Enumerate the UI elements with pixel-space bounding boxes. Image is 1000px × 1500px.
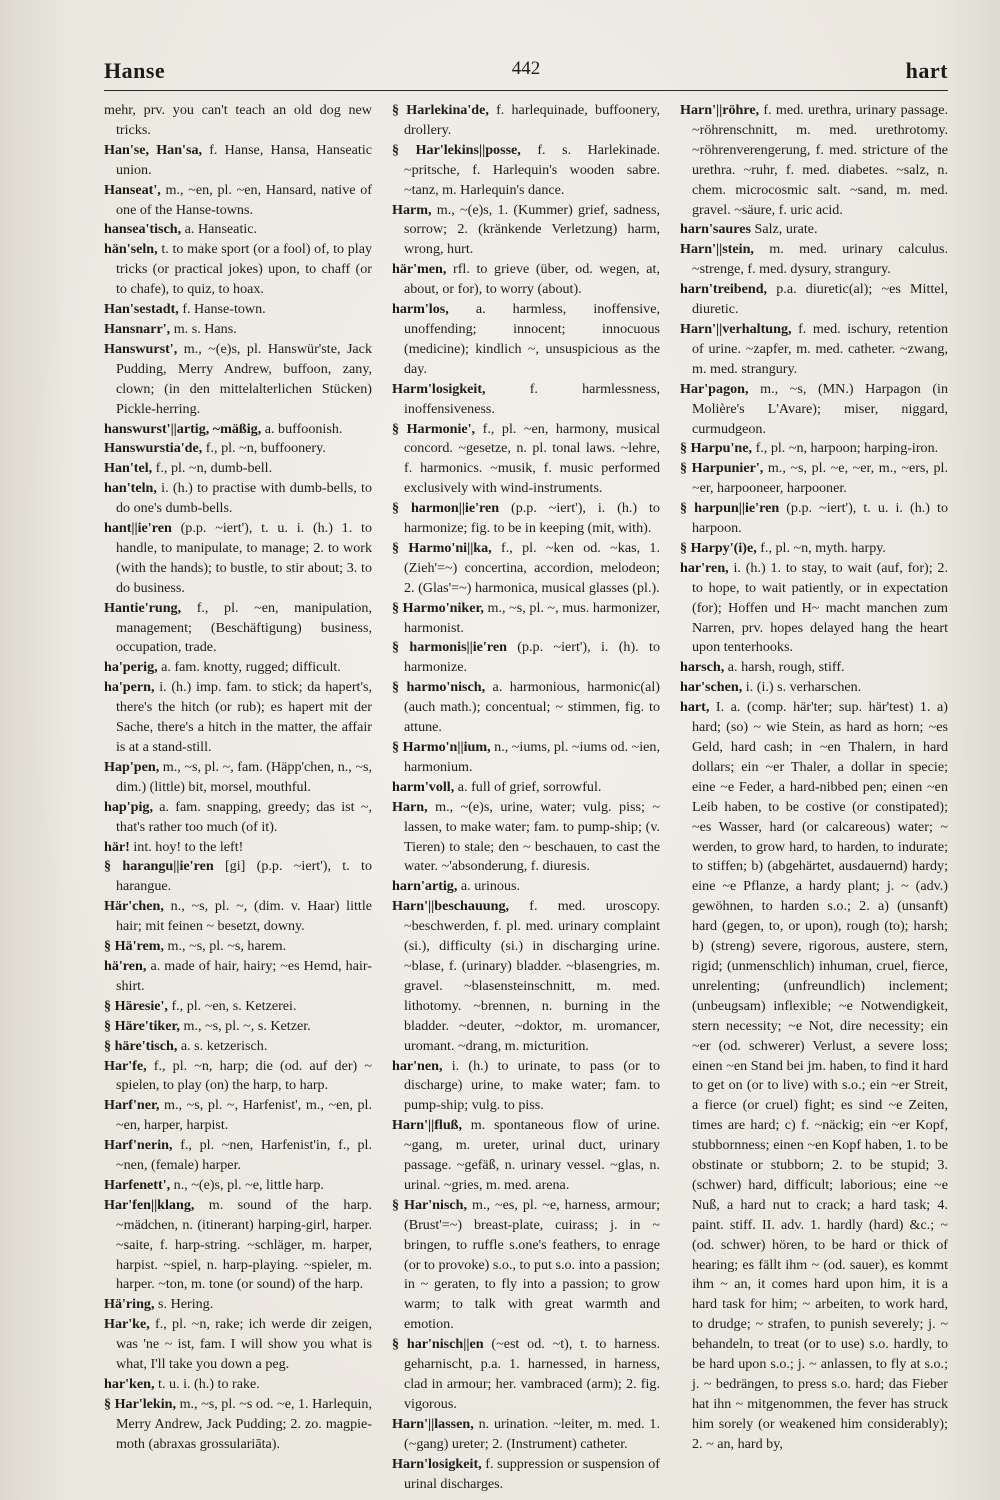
entry-definition: f., pl. ~ken od. ~kas, 1. (Zieh'=~) concertina, accordion, melodeon; 2. (Glas'=~) harmonica, musical glasses (pl.). — [404, 539, 660, 596]
dictionary-entry — [104, 678, 372, 758]
entry-definition: f. harmlessness, inoffensiveness. — [404, 380, 660, 417]
dictionary-entry — [392, 1415, 660, 1455]
entry-headword: Har'ke, — [104, 1316, 150, 1333]
entry-definition: m., ~(e)s, 1. (Kummer) grief, sadness, sorrow; 2. (kränkende Verletzung) harm, wrong, hurt. — [404, 201, 660, 258]
dictionary-entry — [104, 519, 372, 599]
dictionary-entry — [392, 499, 660, 539]
dictionary-entry — [392, 1455, 660, 1495]
entry-headword: Harn'||stein, — [680, 241, 754, 258]
right-headword: hart — [905, 58, 948, 83]
entry-headword: ha'perig, — [104, 659, 158, 676]
entry-headword: Hansnarr', — [104, 320, 171, 337]
dictionary-entry — [680, 380, 948, 440]
entry-definition: i. (h.) to practise with dumb-bells, to do one's dumb-bells. — [116, 480, 372, 517]
entry-headword: Harn'losigkeit, — [392, 1455, 482, 1472]
entry-definition: int. hoy! to the left! — [129, 838, 244, 855]
dictionary-entry — [392, 1057, 660, 1117]
entry-definition: i. (i.) s. verharschen. — [742, 679, 862, 696]
entry-definition: a. s. ketzerisch. — [177, 1037, 268, 1054]
entry-definition: i. (h.) to urinate, to pass (or to discharge) urine, to make water; fam. to pump-ship; vulg. to piss. — [404, 1057, 660, 1114]
entry-headword: har'ren, — [680, 559, 729, 576]
entry-definition: m., ~s, pl. ~, mus. harmonizer, harmonist. — [404, 599, 660, 636]
dictionary-entry — [392, 778, 660, 798]
entry-headword: Hä'ring, — [104, 1296, 155, 1313]
entry-headword: hansea'tisch, — [104, 221, 182, 238]
entry-headword: harn'saures — [680, 221, 752, 238]
entry-headword: Harn'||beschauung, — [392, 898, 510, 915]
entry-definition: f., pl. ~en, s. Ketzerei. — [167, 997, 297, 1014]
dictionary-entry — [392, 877, 660, 897]
entry-headword: Hanseat', — [104, 181, 161, 198]
entry-definition: a. fam. snapping, greedy; das ist ~, that's rather too much (of it). — [116, 798, 372, 835]
dictionary-entry — [392, 1196, 660, 1335]
entry-definition: mehr, prv. you can't teach an old dog new tricks. — [104, 102, 372, 138]
dictionary-entry — [392, 638, 660, 678]
entry-definition: f. med. urethra, urinary passage. ~röhrenschnitt, m. med. urethrotomy. ~röhrenverengerung, f. med. stricture of the urethra. ~ruhr, f. med. diabetes. ~salz, n. chem. microcosmic salt. ~sand, m. med. gravel. ~säure, f. uric acid. — [692, 102, 948, 218]
entry-definition: m., ~s, pl. ~s, harem. — [164, 938, 287, 955]
entry-definition: m., ~s, (MN.) Harpagon (in Molière's L'Avare); miser, niggard, curmudgeon. — [692, 380, 948, 437]
entry-definition: n., ~(e)s, pl. ~e, little harp. — [170, 1176, 324, 1193]
entry-headword: § häre'tisch, — [104, 1037, 178, 1054]
entry-definition: (p.p. ~iert'), i. (h). to harmonize. — [404, 639, 660, 676]
dictionary-entry — [104, 240, 372, 300]
entry-headword: § har'nisch||en — [392, 1336, 484, 1353]
entry-headword: här! — [104, 838, 130, 855]
entry-headword: har'schen, — [680, 679, 743, 696]
entry-headword: Harfenett', — [104, 1176, 171, 1193]
dictionary-entry — [680, 559, 948, 659]
dictionary-entry — [104, 1375, 372, 1395]
entry-definition: m., ~s, pl. ~, s. Ketzer. — [179, 1017, 311, 1034]
dictionary-entry — [104, 340, 372, 420]
entry-definition: m., ~(e)s, urine, water; vulg. piss; ~ lassen, to make water; fam. to pump-ship; (v. Tieren) to stale; den ~ beschauen, to cast the water. ~'absonderung, f. diuresis. — [404, 798, 660, 875]
entry-definition: (p.p. ~iert'), t. u. i. (h.) 1. to handle, to manipulate, to manage; 2. to work (with the hands); to bustle, to stir about; 3. to do business. — [116, 520, 372, 596]
entry-definition: f. harlequinade, buffoonery, drollery. — [404, 102, 660, 138]
dictionary-entry — [104, 897, 372, 937]
entry-definition: m., ~s, pl. ~e, ~er, m., ~ers, pl. ~er, harpooneer, harpooner. — [692, 460, 948, 497]
dictionary-entry — [392, 141, 660, 201]
entry-definition: m., ~s, pl. ~, Harfenist', m., ~en, pl. ~en, harper, harpist. — [116, 1097, 372, 1134]
entry-definition: n., ~s, pl. ~, (dim. v. Haar) little hair; mit feinen ~ besetzt, downy. — [116, 898, 372, 935]
entry-definition: m., ~s, pl. ~s od. ~e, 1. Harlequin, Merry Andrew, Jack Pudding; 2. zo. magpie-moth (abraxas grossulariāta). — [116, 1395, 372, 1452]
dictionary-entry — [680, 280, 948, 320]
entry-headword: har'ken, — [104, 1376, 155, 1392]
dictionary-entry — [104, 1395, 372, 1455]
entry-headword: Har'pagon, — [680, 380, 749, 397]
dictionary-entry — [104, 1295, 372, 1315]
entry-definition: a. made of hair, hairy; ~es Hemd, hair-shirt. — [116, 957, 372, 994]
entry-definition: f., pl. ~n, dumb-bell. — [152, 460, 273, 477]
entry-headword: § Harmonie', — [392, 420, 476, 437]
entry-headword: § harangu||ie'ren — [104, 858, 214, 875]
entry-definition: Salz, urate. — [751, 221, 818, 238]
entry-definition: m., ~en, pl. ~en, Hansard, native of one of the Hanse-towns. — [116, 181, 372, 218]
entry-headword: § Har'lekin, — [104, 1395, 177, 1412]
entry-headword: Han'sestadt, — [104, 301, 179, 318]
dictionary-entry — [104, 181, 372, 221]
entry-headword: § harpun||ie'ren — [680, 500, 780, 517]
entry-headword: hart, — [680, 699, 710, 716]
dictionary-entry — [104, 1017, 372, 1037]
entry-definition: f., pl. ~en, harmony, musical concord. ~gesetze, n. pl. tonal laws. ~lehre, f. harmonics. ~musik, f. music performed exclusively with wind-instruments. — [404, 420, 660, 497]
entry-definition: I. a. (comp. här'ter; sup. här'test) 1. a) hard; (so) ~ wie Stein, as hard as horn; ~es Geld, hard cash; in ~en Thalern, in hard dollars; ein ~er Thaler, a dollar in specie; eine ~e Feder, a hard-nibbed pen; einen ~en Leib haben, to be costive (or constipated); ~es Wasser, hard (or calcareous) water; ~ werden, to grow hard, to harden, to indurate; to stiffen; b) (abgehärtet, ausdauernd) hardy; eine ~e Pflanze, a hardy plant; j. ~ (adv.) gewöhnen, to harden s.o.; 2. a) (unsanft) hard (gegen, to, or upon), rough (to); harsh; b) (streng) severe, rigorous, austere, stern, rigid; (unmenschlich) inhuman, cruel, fierce, unrelenting; (unfreundlich) inclement; (unbeugsam) inflexible; ~e Notwendigkeit, stern necessity; ~e Not, dire necessity; ein ~er (od. schwerer) Verlust, a severe loss; einen ~en Stand bei jm. haben, to find it hard to get on (or to live) with s.o.; ein ~er Streit, a fierce (or cruel) fight; es sind ~e Zeiten, times are hard; c) f. ~näckig; ein ~er Kopf, stubbornness; einen ~en Kopf haben, 1. to be obstinate or stubborn; 2. to be stupid; 3. (schwer) hard, difficult; laborious; eine ~e Nuß, a hard nut to crack; a hard task; 4. paint. stiff. II. adv. 1. hardly (hard) &c.; ~ (od. schwer) hören, to be hard or thick of hearing; es fällt ihm ~ (od. sauer), es kommt ihm ~ an, it comes hard upon him, it is a hard task for him; ~ arbeiten, to work hard, to drudge; ~ strafen, to punish severely; j. ~ behandeln, to treat (or to use) s.o. hardly, to be hard upon s.o.; j. ~ anlassen, to fly at s.o.; j. ~ bedrängen, to press s.o. hard; das Fieber hat ihn ~ mitgenommen, the fever has struck him sorely (or weakened him considerably); 2. ~ an, hard by, — [692, 699, 948, 1452]
page-number: 442 — [511, 58, 541, 79]
entry-headword: § Harmo'niker, — [392, 599, 484, 616]
entry-headword: Harf'nerin, — [104, 1137, 173, 1154]
column-2 — [392, 101, 660, 1494]
column-3 — [680, 101, 948, 1494]
entry-headword: han'teln, — [104, 480, 157, 497]
entry-headword: § harmo'nisch, — [392, 679, 486, 696]
dictionary-entry — [104, 658, 372, 678]
dictionary-entry — [104, 459, 372, 479]
left-headword: Hanse — [104, 58, 166, 83]
entry-definition: f., pl. ~nen, Harfenist'in, f., pl. ~nen, (female) harper. — [116, 1137, 372, 1174]
dictionary-entry — [680, 539, 948, 559]
entry-headword: ha'pern, — [104, 679, 155, 696]
entry-definition: m. s. Hans. — [170, 320, 237, 337]
entry-headword: Harn'||lassen, — [392, 1415, 474, 1432]
dictionary-entry — [392, 201, 660, 261]
dictionary-entry — [104, 141, 372, 181]
dictionary-entry — [392, 738, 660, 778]
entry-headword: § Harmo'n||ium, — [392, 739, 491, 755]
entry-headword: hä'ren, — [104, 957, 147, 974]
dictionary-entry — [104, 599, 372, 659]
entry-definition: n., ~iums, pl. ~iums od. ~ien, harmonium. — [404, 739, 660, 775]
dictionary-entry — [104, 937, 372, 957]
dictionary-entry — [392, 380, 660, 420]
entry-headword: Harn'||röhre, — [680, 102, 760, 118]
entry-headword: harn'treibend, — [680, 281, 768, 298]
entry-headword: harsch, — [680, 659, 725, 676]
dictionary-entry — [680, 320, 948, 380]
entry-definition: a. harmless, inoffensive, unoffending; innocent; innocuous (medicine); kindlich ~, unsuspicious as the day. — [404, 301, 660, 377]
entry-headword: Harn, — [392, 798, 428, 815]
entry-definition: rfl. to grieve (über, od. wegen, at, about, or for), to worry (about). — [404, 261, 660, 298]
entry-definition: (p.p. ~iert'), i. (h.) to harmonize; fig. to be in keeping (mit, with). — [404, 500, 660, 537]
entry-headword: harm'voll, — [392, 778, 455, 795]
entry-definition: a. fam. knotty, rugged; difficult. — [157, 659, 341, 676]
entry-definition: a. full of grief, sorrowful. — [454, 778, 602, 795]
entry-definition: f., pl. ~n, harpoon; harping-iron. — [752, 440, 939, 457]
entry-definition: m. spontaneous flow of urine. ~gang, m. ureter, urinal duct, urinary passage. ~gefäß, n. urinary vessel. ~glas, n. urinal. ~gries, m. med. arena. — [404, 1117, 660, 1193]
entry-headword: Harn'||verhaltung, — [680, 320, 792, 337]
running-header — [104, 54, 948, 91]
dictionary-entry — [104, 300, 372, 320]
entry-definition: f., pl. ~en, manipulation, management; (Beschäftigung) business, occupation, trade. — [116, 599, 372, 656]
entry-headword: Här'chen, — [104, 898, 164, 915]
entry-headword: § Häre'tiker, — [104, 1017, 180, 1034]
entry-headword: Harn'||fluß, — [392, 1117, 463, 1134]
entry-headword: Harm'losigkeit, — [392, 380, 486, 397]
dictionary-entry — [680, 698, 948, 1454]
dictionary-entry — [680, 101, 948, 220]
entry-definition: i. (h.) imp. fam. to stick; da hapert's, there's the hitch (or rub); es hapert mit der Sache, there's a hitch in the matter, the affair is at a stand-still. — [116, 679, 372, 755]
dictionary-entry — [104, 420, 372, 440]
dictionary-entry — [104, 838, 372, 858]
dictionary-entry — [392, 897, 660, 1056]
dictionary-entry — [392, 678, 660, 738]
entry-definition: [gi] (p.p. ~iert'), t. to harangue. — [116, 858, 372, 895]
entry-headword: § Häresie', — [104, 997, 168, 1014]
dictionary-entry — [392, 1116, 660, 1196]
entry-definition: (~est od. ~t), t. to harness. geharnischt, p.a. 1. harnessed, in harness, clad in armour; her. vambraced (arm); 2. fig. vigorous. — [404, 1336, 660, 1412]
entry-definition: i. (h.) 1. to stay, to wait (auf, for); 2. to hope, to wait patiently, or in expectation (for); Hoffen und H~ macht manchen zum Narren, prv. hopes delayed hang the heart upon tenterhooks. — [692, 559, 948, 656]
entry-definition: m. med. urinary calculus. ~strenge, f. med. dysury, strangury. — [692, 241, 948, 278]
entry-headword: hanswurst'||artig, ~mäßig, — [104, 420, 262, 437]
entry-definition: t. to make sport (or a fool) of, to play tricks (or practical jokes) upon, to chaff (or to chafe), to quiz, to hoax. — [116, 241, 372, 298]
entry-definition: a. harsh, rough, stiff. — [724, 659, 845, 676]
dictionary-entry — [104, 1037, 372, 1057]
entry-headword: Har'fe, — [104, 1057, 147, 1074]
dictionary-entry — [680, 459, 948, 499]
dictionary-entry — [392, 599, 660, 639]
entry-definition: f., pl. ~n, buffoonery. — [202, 440, 326, 457]
entry-headword: här'men, — [392, 261, 447, 278]
dictionary-entry — [392, 539, 660, 599]
dictionary-entry — [680, 439, 948, 459]
dictionary-entry — [104, 1176, 372, 1196]
dictionary-entry — [104, 758, 372, 798]
entry-headword: Har'fen||klang, — [104, 1196, 195, 1213]
dictionary-entry — [392, 101, 660, 141]
entry-headword: harm'los, — [392, 301, 449, 318]
entry-definition: n. urination. ~leiter, m. med. 1. (~gang) ureter; 2. (Instrument) catheter. — [404, 1415, 660, 1452]
entry-headword: Harf'ner, — [104, 1097, 160, 1114]
dictionary-entry — [680, 499, 948, 539]
entry-headword: hän'seln, — [104, 241, 158, 258]
entry-headword: § harmonis||ie'ren — [392, 639, 507, 656]
dictionary-entry — [392, 1335, 660, 1415]
entry-definition: m. sound of the harp. ~mädchen, n. (itinerant) harping-girl, harper. ~saite, f. harp-string. ~schläger, m. harper, harpist. ~spiel, n. harp-playing. ~spieler, m. harper. ~ton, m. tone (or sound) of the harp. — [116, 1196, 372, 1293]
entry-definition: f., pl. ~n, myth. harpy. — [756, 539, 886, 556]
dictionary-entry — [104, 798, 372, 838]
entry-definition: f. suppression or suspension of urinal discharges. — [404, 1455, 660, 1492]
entry-definition: f. s. Harlekinade. ~pritsche, f. Harlequin's wooden sabre. ~tanz, m. Harlequin's dance. — [404, 141, 661, 198]
entry-headword: Hanswurstia'de, — [104, 440, 203, 457]
dictionary-entry — [392, 798, 660, 878]
dictionary-entry — [680, 240, 948, 280]
column-1 — [104, 101, 372, 1494]
entry-headword: harn'artig, — [392, 878, 458, 895]
dictionary-entry — [392, 300, 660, 380]
entry-headword: hap'pig, — [104, 798, 153, 815]
entry-definition: t. u. i. (h.) to rake. — [154, 1376, 260, 1392]
entry-headword: har'nen, — [392, 1057, 443, 1074]
columns — [104, 101, 948, 1494]
entry-definition: (p.p. ~iert'), t. u. i. (h.) to harpoon. — [692, 500, 949, 537]
dictionary-entry — [680, 678, 948, 698]
dictionary-entry — [104, 997, 372, 1017]
entry-definition: f., pl. ~n, harp; die (od. auf der) ~ spielen, to play (on) the harp, to harp. — [116, 1057, 372, 1094]
entry-definition: a. urinous. — [457, 878, 521, 895]
dictionary-entry — [104, 1057, 372, 1097]
dictionary-entry — [104, 101, 372, 141]
entry-headword: § Har'lekins||posse, — [392, 141, 521, 158]
entry-definition: f. Hanse-town. — [178, 301, 266, 318]
dictionary-entry — [104, 439, 372, 459]
entry-headword: Hantie'rung, — [104, 599, 182, 616]
entry-definition: f. med. ischury, retention of urine. ~zapfer, m. med. catheter. ~zwang, m. med. strangury. — [692, 320, 948, 377]
entry-definition: f. med. uroscopy. ~beschwerden, f. pl. med. urinary complaint (si.), difficulty (si.) in discharging urine. ~blase, f. (urinary) bladder. ~blasengries, m. gravel. ~blasensteinschnitt, m. med. lithotomy. ~brennen, n. burning in the bladder. ~deuter, ~doktor, m. uromancer, uromant. ~drang, m. micturition. — [404, 898, 660, 1054]
entry-headword: § Hä'rem, — [104, 938, 165, 955]
dictionary-entry — [392, 260, 660, 300]
entry-definition: m., ~(e)s, pl. Hanswür'ste, Jack Pudding, Merry Andrew, buffoon, zany, clown; (in den mittelalterlichen Stücken) Pickle-herring. — [116, 340, 372, 417]
entry-headword: hant||ie'ren — [104, 520, 172, 537]
entry-headword: § Harpu'ne, — [680, 440, 753, 457]
entry-headword: § Harpy'(i)e, — [680, 539, 757, 556]
dictionary-entry — [104, 1315, 372, 1375]
dictionary-entry — [104, 1196, 372, 1296]
dictionary-entry — [104, 957, 372, 997]
entry-headword: § Harmo'ni||ka, — [392, 539, 492, 556]
entry-definition: m., ~es, pl. ~e, harness, armour; (Brust'=~) breast-plate, cuirass; j. in ~ bringen, to ruffle s.one's feathers, to enrage (or to provoke) s.o., to put s.o. into a passion; in ~ geraten, to fly into a passion; to grow warm; to talk with great warmth and emotion. — [404, 1196, 661, 1333]
entry-definition: f. Hanse, Hansa, Hanseatic union. — [116, 141, 372, 178]
entry-definition: s. Hering. — [154, 1296, 214, 1313]
entry-headword: Han'tel, — [104, 460, 153, 477]
entry-definition: a. harmonious, harmonic(al) (auch math.); concentual; ~ stimmen, fig. to attune. — [404, 679, 660, 736]
dictionary-entry — [680, 658, 948, 678]
entry-headword: Hap'pen, — [104, 758, 160, 775]
dictionary-entry — [104, 320, 372, 340]
entry-headword: Han'se, Han'sa, — [104, 141, 203, 158]
entry-definition: p.a. diuretic(al); ~es Mittel, diuretic. — [692, 281, 948, 318]
dictionary-entry — [104, 857, 372, 897]
entry-definition: m., ~s, pl. ~, fam. (Häpp'chen, n., ~s, dim.) (little) bit, morsel, mouthful. — [116, 758, 372, 795]
entry-headword: Harm, — [392, 201, 432, 218]
dictionary-entry — [104, 220, 372, 240]
entry-headword: § Har'nisch, — [392, 1196, 468, 1213]
entry-headword: § harmon||ie'ren — [392, 500, 500, 517]
dictionary-entry — [680, 220, 948, 240]
entry-headword: § Harlekina'de, — [392, 102, 489, 118]
entry-definition: a. Hanseatic. — [181, 221, 258, 238]
dictionary-entry — [392, 420, 660, 500]
entry-definition: a. buffoonish. — [261, 420, 343, 437]
dictionary-entry — [104, 1136, 372, 1176]
entry-headword: § Harpunier', — [680, 460, 764, 477]
entry-headword: Hanswurst', — [104, 340, 178, 357]
dictionary-entry — [104, 1096, 372, 1136]
dictionary-entry — [104, 479, 372, 519]
entry-definition: f., pl. ~n, rake; ich werde dir zeigen, was 'ne ~ ist, fam. I will show you what is what, I'll take you down a peg. — [116, 1316, 372, 1373]
